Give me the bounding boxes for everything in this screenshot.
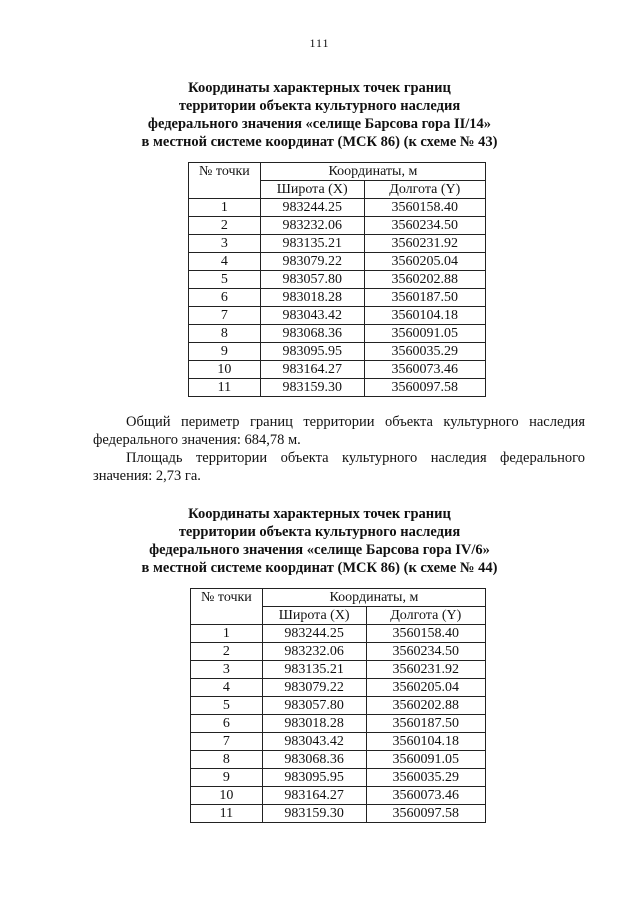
coordinates-table-1 <box>188 162 486 397</box>
longitude-cell: 3560035.29 <box>364 343 485 361</box>
point-number-cell: 4 <box>189 253 261 271</box>
longitude-cell: 3560187.50 <box>364 289 485 307</box>
table-row <box>191 679 486 697</box>
longitude-cell: 3560091.05 <box>364 325 485 343</box>
point-number-cell: 5 <box>189 271 261 289</box>
table-row <box>189 271 486 289</box>
latitude-cell: 983043.42 <box>260 307 364 325</box>
table-row <box>189 217 486 235</box>
latitude-cell: 983135.21 <box>262 661 366 679</box>
longitude-cell: 3560073.46 <box>364 361 485 379</box>
latitude-cell: 983135.21 <box>260 235 364 253</box>
longitude-cell: 3560231.92 <box>364 235 485 253</box>
latitude-cell: 983057.80 <box>260 271 364 289</box>
latitude-cell: 983079.22 <box>260 253 364 271</box>
point-number-cell: 1 <box>191 625 263 643</box>
point-number-cell: 9 <box>189 343 261 361</box>
point-number-cell: 8 <box>189 325 261 343</box>
point-number-cell: 10 <box>191 787 263 805</box>
point-number-cell: 8 <box>191 751 263 769</box>
table-row <box>189 235 486 253</box>
table-row <box>191 787 486 805</box>
latitude-cell: 983159.30 <box>262 805 366 823</box>
coordinates-table-2 <box>190 588 486 823</box>
latitude-cell: 983232.06 <box>260 217 364 235</box>
table-row <box>191 661 486 679</box>
longitude-cell: 3560158.40 <box>364 199 485 217</box>
section1-title-line: территории объекта культурного наследия <box>178 98 461 114</box>
point-number-cell: 10 <box>189 361 261 379</box>
longitude-cell: 3560091.05 <box>366 751 486 769</box>
column-header-point: № точки <box>191 589 263 625</box>
latitude-cell: 983232.06 <box>262 643 366 661</box>
point-number-cell: 7 <box>191 733 263 751</box>
latitude-cell: 983068.36 <box>260 325 364 343</box>
column-header-coordinates: Координаты, м <box>260 163 485 181</box>
latitude-cell: 983095.95 <box>262 769 366 787</box>
point-number-cell: 11 <box>191 805 263 823</box>
latitude-cell: 983095.95 <box>260 343 364 361</box>
column-header-latitude: Широта (X) <box>262 607 366 625</box>
table-row <box>191 715 486 733</box>
section2-title <box>0 505 639 577</box>
point-number-cell: 3 <box>191 661 263 679</box>
longitude-cell: 3560097.58 <box>366 805 486 823</box>
longitude-cell: 3560097.58 <box>364 379 485 397</box>
table-row <box>189 253 486 271</box>
longitude-cell: 3560035.29 <box>366 769 486 787</box>
point-number-cell: 11 <box>189 379 261 397</box>
point-number-cell: 3 <box>189 235 261 253</box>
longitude-cell: 3560205.04 <box>366 679 486 697</box>
table-row <box>189 343 486 361</box>
point-number-cell: 4 <box>191 679 263 697</box>
longitude-cell: 3560234.50 <box>366 643 486 661</box>
section1-title-line: в местной системе координат (МСК 86) (к схеме № 43) <box>141 134 498 150</box>
longitude-cell: 3560158.40 <box>366 625 486 643</box>
section2-title-line: федерального значения «селище Барсова гора IV/6» <box>149 542 490 558</box>
column-header-coordinates: Координаты, м <box>262 589 485 607</box>
longitude-cell: 3560073.46 <box>366 787 486 805</box>
latitude-cell: 983244.25 <box>260 199 364 217</box>
point-number-cell: 1 <box>189 199 261 217</box>
latitude-cell: 983164.27 <box>262 787 366 805</box>
area-line-1: Площадь территории объекта культурного наследия федерального <box>126 450 585 466</box>
latitude-cell: 983057.80 <box>262 697 366 715</box>
latitude-cell: 983043.42 <box>262 733 366 751</box>
section1-title <box>0 79 639 151</box>
latitude-cell: 983018.28 <box>260 289 364 307</box>
table-row <box>189 325 486 343</box>
longitude-cell: 3560104.18 <box>366 733 486 751</box>
longitude-cell: 3560202.88 <box>364 271 485 289</box>
point-number-cell: 6 <box>191 715 263 733</box>
longitude-cell: 3560234.50 <box>364 217 485 235</box>
section2-title-line: в местной системе координат (МСК 86) (к схеме № 44) <box>141 560 498 576</box>
area-line-2: значения: 2,73 га. <box>93 468 201 484</box>
page-number: 111 <box>309 36 330 50</box>
latitude-cell: 983244.25 <box>262 625 366 643</box>
section1-title-line: Координаты характерных точек границ <box>188 80 451 96</box>
longitude-cell: 3560104.18 <box>364 307 485 325</box>
latitude-cell: 983164.27 <box>260 361 364 379</box>
perimeter-line-2: федерального значения: 684,78 м. <box>93 432 301 448</box>
column-header-point: № точки <box>189 163 261 199</box>
area-paragraph <box>93 449 585 485</box>
table-row <box>189 307 486 325</box>
longitude-cell: 3560231.92 <box>366 661 486 679</box>
perimeter-line-1: Общий периметр границ территории объекта культурного наследия <box>126 414 585 430</box>
latitude-cell: 983079.22 <box>262 679 366 697</box>
table-row <box>191 733 486 751</box>
section2-title-line: Координаты характерных точек границ <box>188 506 451 522</box>
latitude-cell: 983018.28 <box>262 715 366 733</box>
point-number-cell: 2 <box>191 643 263 661</box>
section1-title-line: федерального значения «селище Барсова гора II/14» <box>147 116 492 132</box>
point-number-cell: 2 <box>189 217 261 235</box>
point-number-cell: 9 <box>191 769 263 787</box>
table-row <box>191 769 486 787</box>
point-number-cell: 7 <box>189 307 261 325</box>
longitude-cell: 3560202.88 <box>366 697 486 715</box>
longitude-cell: 3560205.04 <box>364 253 485 271</box>
table-row <box>189 289 486 307</box>
table-row <box>189 361 486 379</box>
table-row <box>189 199 486 217</box>
perimeter-paragraph <box>93 413 585 449</box>
section2-title-line: территории объекта культурного наследия <box>178 524 461 540</box>
table-row <box>191 751 486 769</box>
column-header-longitude: Долгота (Y) <box>364 181 485 199</box>
table-row <box>191 625 486 643</box>
longitude-cell: 3560187.50 <box>366 715 486 733</box>
latitude-cell: 983159.30 <box>260 379 364 397</box>
column-header-latitude: Широта (X) <box>260 181 364 199</box>
table-row <box>189 379 486 397</box>
latitude-cell: 983068.36 <box>262 751 366 769</box>
point-number-cell: 5 <box>191 697 263 715</box>
table-row <box>191 805 486 823</box>
column-header-longitude: Долгота (Y) <box>366 607 486 625</box>
point-number-cell: 6 <box>189 289 261 307</box>
table-row <box>191 643 486 661</box>
table-row <box>191 697 486 715</box>
